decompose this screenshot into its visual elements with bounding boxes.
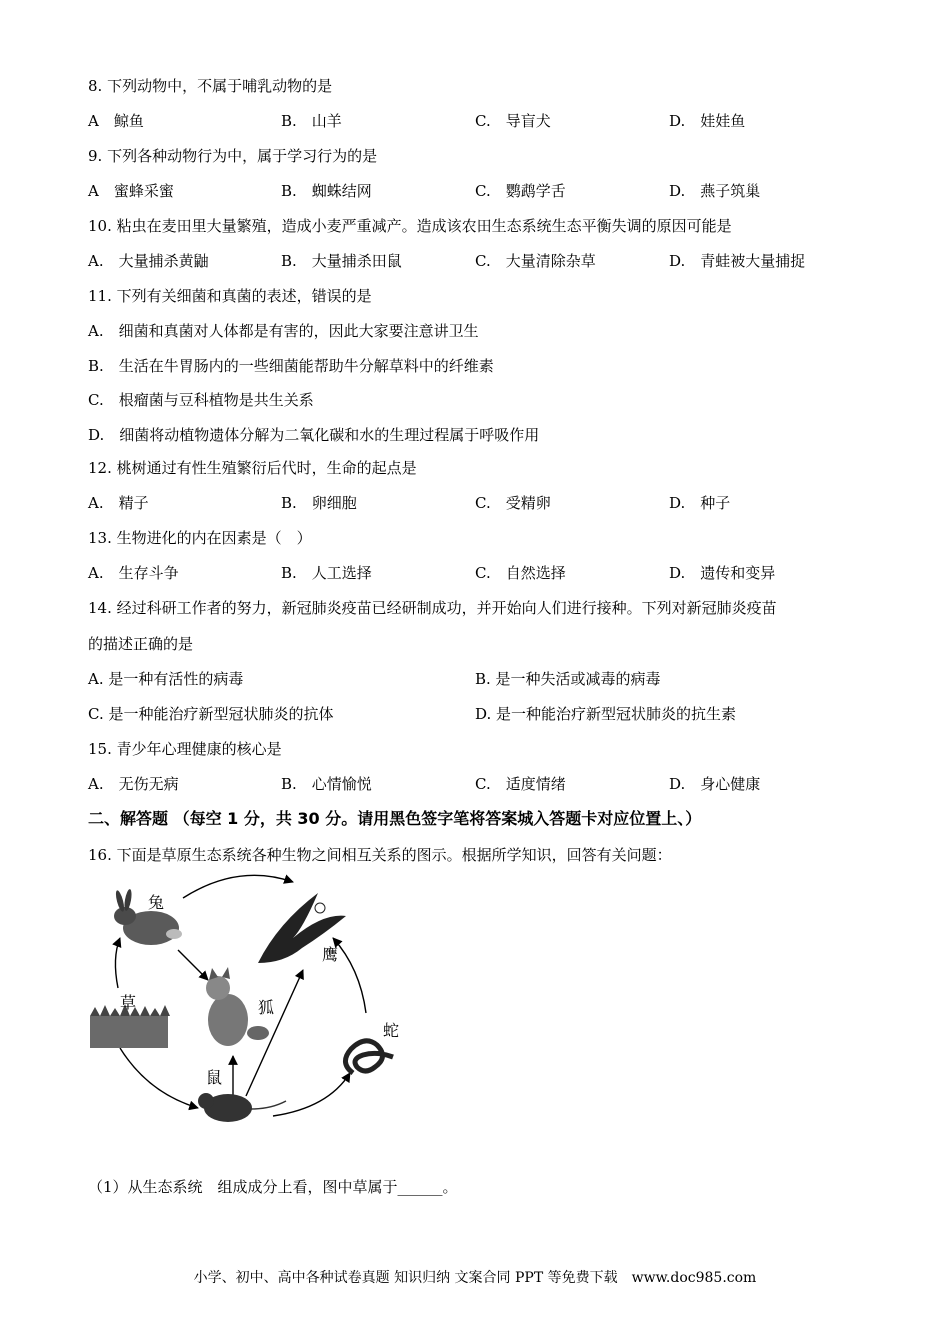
q12-option-b: B. 卵细胞: [281, 494, 357, 512]
q12-option-d: D. 种子: [669, 494, 731, 512]
question-14-stem-line2: 的描述正确的是: [88, 635, 194, 653]
question-16-stem: 16. 下面是草原生态系统各种生物之间相互关系的图示。根据所学知识，回答有关问题：: [88, 846, 672, 864]
question-14-stem-line1: 14. 经过科研工作者的努力，新冠肺炎疫苗已经研制成功，并开始向人们进行接种。下列对新冠肺炎疫苗: [88, 599, 777, 617]
q11-option-b: B. 生活在牛胃肠内的一些细菌能帮助牛分解草料中的纤维素: [88, 357, 494, 375]
q9-option-c: C. 鹦鹉学舌: [475, 182, 566, 200]
q13-option-a: A. 生存斗争: [88, 564, 179, 582]
q9-option-d: D. 燕子筑巢: [669, 182, 761, 200]
question-8-stem: 8. 下列动物中，不属于哺乳动物的是: [88, 77, 333, 95]
q15-option-a: A. 无伤无病: [88, 775, 179, 793]
q14-option-d: D. 是一种能治疗新型冠状肺炎的抗生素: [475, 705, 737, 723]
q16-subquestion-1: （1）从生态系统 组成成分上看，图中草属于______。: [88, 1178, 458, 1196]
q11-option-c: C. 根瘤菌与豆科植物是共生关系: [88, 391, 314, 409]
page-footer: 小学、初中、高中各种试卷真题 知识归纳 文案合同 PPT 等免费下载 www.doc985.com: [193, 1270, 757, 1286]
q13-option-d: D. 遗传和变异: [669, 564, 776, 582]
arrow-rabbit-to-fox: [178, 950, 208, 980]
q12-option-c: C. 受精卵: [475, 494, 551, 512]
question-9-stem: 9. 下列各种动物行为中，属于学习行为的是: [88, 147, 378, 165]
q11-option-d: D. 细菌将动植物遗体分解为二氧化碳和水的生理过程属于呼吸作用: [88, 426, 540, 444]
label-mouse: 鼠: [206, 1068, 223, 1087]
q13-option-c: C. 自然选择: [475, 564, 566, 582]
label-eagle: 鹰: [322, 945, 339, 964]
q15-option-d: D. 身心健康: [669, 775, 761, 793]
q15-option-c: C. 适度情绪: [475, 775, 566, 793]
q10-option-a: A. 大量捕杀黄鼬: [88, 252, 209, 270]
q12-option-a: A. 精子: [88, 494, 149, 512]
q13-option-b: B. 人工选择: [281, 564, 372, 582]
question-13-stem: 13. 生物进化的内在因素是（ ）: [88, 529, 312, 547]
label-snake: 蛇: [383, 1021, 400, 1040]
arrow-grass-to-rabbit: [115, 938, 120, 988]
q8-option-b: B. 山羊: [281, 112, 342, 130]
q14-option-b: B. 是一种失活或减毒的病毒: [475, 670, 661, 688]
section-2-heading: 二、解答题 （每空 1 分，共 30 分。请用黑色签字笔将答案城入答题卡对应位置上、）: [88, 809, 702, 828]
q10-option-d: D. 青蛙被大量捕捉: [669, 252, 806, 270]
label-grass: 草: [120, 993, 137, 1012]
q8-option-a: A 鲸鱼: [88, 112, 144, 130]
q15-option-b: B. 心情愉悦: [281, 775, 372, 793]
q11-option-a: A. 细菌和真菌对人体都是有害的，因此大家要注意讲卫生: [88, 322, 479, 340]
snake-illustration: [345, 1041, 393, 1073]
arrow-rabbit-to-eagle: [183, 875, 293, 898]
q9-option-a: A 蜜蜂采蜜: [88, 182, 174, 200]
q8-option-d: D. 娃娃鱼: [669, 112, 746, 130]
label-fox: 狐: [258, 998, 275, 1017]
q14-option-a: A. 是一种有活性的病毒: [88, 670, 244, 688]
question-15-stem: 15. 青少年心理健康的核心是: [88, 740, 282, 758]
label-rabbit: 兔: [148, 893, 165, 912]
mouse-illustration: [198, 1093, 286, 1122]
q10-option-c: C. 大量清除杂草: [475, 252, 596, 270]
q9-option-b: B. 蜘蛛结网: [281, 182, 372, 200]
question-12-stem: 12. 桃树通过有性生殖繁衍后代时，生命的起点是: [88, 459, 417, 477]
q8-option-c: C. 导盲犬: [475, 112, 551, 130]
question-11-stem: 11. 下列有关细菌和真菌的表述，错误的是: [88, 287, 372, 305]
question-10-stem: 10. 粘虫在麦田里大量繁殖，造成小麦严重减产。造成该农田生态系统生态平衡失调的原因可能是: [88, 217, 732, 235]
arrow-mouse-to-snake: [273, 1073, 350, 1116]
food-web-diagram: [88, 868, 438, 1138]
arrow-grass-to-mouse: [120, 1048, 198, 1108]
q10-option-b: B. 大量捕杀田鼠: [281, 252, 402, 270]
q14-option-c: C. 是一种能治疗新型冠状肺炎的抗体: [88, 705, 334, 723]
